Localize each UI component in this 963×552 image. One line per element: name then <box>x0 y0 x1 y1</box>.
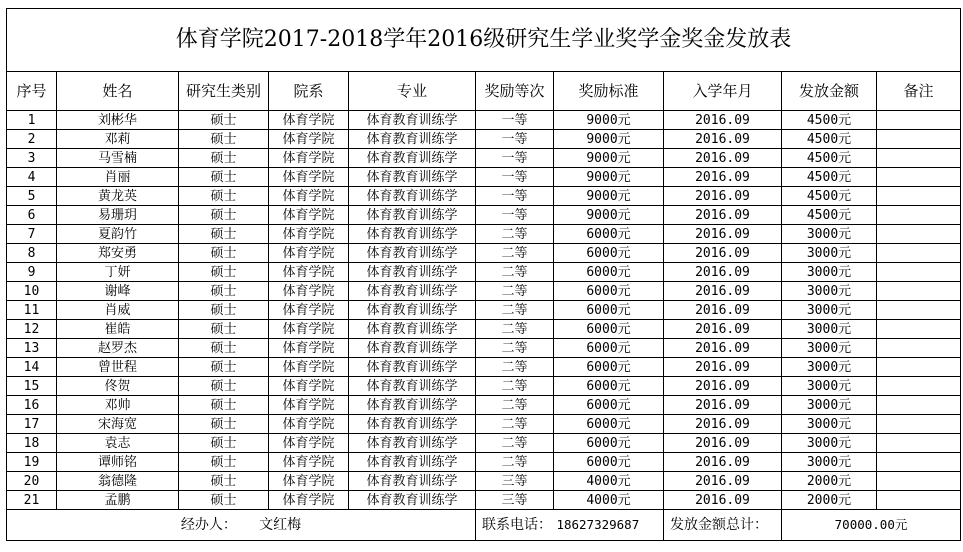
cell-department[interactable]: 体育学院 <box>269 320 349 339</box>
cell-student-type[interactable]: 硕士 <box>179 111 269 130</box>
cell-student-type[interactable]: 硕士 <box>179 415 269 434</box>
cell-department[interactable]: 体育学院 <box>269 168 349 187</box>
cell-department[interactable]: 体育学院 <box>269 377 349 396</box>
cell-seq[interactable]: 16 <box>7 396 57 415</box>
table-row <box>7 491 961 510</box>
cell-enroll-date[interactable]: 2016.09 <box>664 149 782 168</box>
cell-major[interactable]: 体育教育训练学 <box>349 301 476 320</box>
cell-award-level[interactable]: 二等 <box>476 339 554 358</box>
cell-seq[interactable]: 17 <box>7 415 57 434</box>
cell-major[interactable]: 体育教育训练学 <box>349 130 476 149</box>
cell-award-standard[interactable]: 6000元 <box>554 396 664 415</box>
total-label-cell[interactable] <box>664 510 782 541</box>
table-row <box>7 282 961 301</box>
cell-award-standard[interactable]: 9000元 <box>554 111 664 130</box>
header-seq[interactable]: 序号 <box>7 72 57 111</box>
cell-major[interactable]: 体育教育训练学 <box>349 358 476 377</box>
cell-remark[interactable] <box>877 168 961 187</box>
cell-amount[interactable]: 3000元 <box>782 225 877 244</box>
cell-department[interactable]: 体育学院 <box>269 339 349 358</box>
cell-name[interactable]: 郑安勇 <box>57 244 179 263</box>
cell-award-standard[interactable]: 6000元 <box>554 339 664 358</box>
cell-department[interactable]: 体育学院 <box>269 187 349 206</box>
cell-amount[interactable]: 4500元 <box>782 130 877 149</box>
cell-name[interactable]: 夏韵竹 <box>57 225 179 244</box>
cell-award-standard[interactable]: 4000元 <box>554 491 664 510</box>
cell-name[interactable]: 黄龙英 <box>57 187 179 206</box>
cell-name[interactable]: 肖威 <box>57 301 179 320</box>
handler-label: 经办人： <box>180 517 237 533</box>
cell-remark[interactable] <box>877 377 961 396</box>
total-value: 70000.00元 <box>834 517 908 532</box>
cell-department[interactable]: 体育学院 <box>269 415 349 434</box>
cell-student-type[interactable]: 硕士 <box>179 244 269 263</box>
cell-name[interactable]: 马雪楠 <box>57 149 179 168</box>
cell-seq[interactable]: 9 <box>7 263 57 282</box>
cell-major[interactable]: 体育教育训练学 <box>349 282 476 301</box>
cell-remark[interactable] <box>877 472 961 491</box>
cell-major[interactable]: 体育教育训练学 <box>349 396 476 415</box>
handler-cell[interactable] <box>7 510 476 541</box>
table-row <box>7 130 961 149</box>
cell-enroll-date[interactable]: 2016.09 <box>664 491 782 510</box>
cell-major[interactable]: 体育教育训练学 <box>349 244 476 263</box>
cell-award-level[interactable]: 二等 <box>476 244 554 263</box>
table-row <box>7 320 961 339</box>
cell-award-level[interactable]: 三等 <box>476 491 554 510</box>
cell-enroll-date[interactable]: 2016.09 <box>664 320 782 339</box>
cell-amount[interactable]: 3000元 <box>782 358 877 377</box>
cell-amount[interactable]: 3000元 <box>782 282 877 301</box>
cell-remark[interactable] <box>877 263 961 282</box>
cell-remark[interactable] <box>877 206 961 225</box>
cell-name[interactable]: 易珊玥 <box>57 206 179 225</box>
table-row <box>7 358 961 377</box>
cell-award-standard[interactable]: 9000元 <box>554 130 664 149</box>
cell-amount[interactable]: 4500元 <box>782 206 877 225</box>
cell-award-level[interactable]: 一等 <box>476 130 554 149</box>
cell-name[interactable]: 刘彬华 <box>57 111 179 130</box>
cell-remark[interactable] <box>877 434 961 453</box>
cell-seq[interactable]: 21 <box>7 491 57 510</box>
cell-amount[interactable]: 2000元 <box>782 472 877 491</box>
cell-student-type[interactable]: 硕士 <box>179 130 269 149</box>
cell-remark[interactable] <box>877 111 961 130</box>
cell-award-level[interactable]: 二等 <box>476 301 554 320</box>
cell-major[interactable]: 体育教育训练学 <box>349 472 476 491</box>
cell-name[interactable]: 崔皓 <box>57 320 179 339</box>
scholarship-table <box>6 8 961 541</box>
cell-major[interactable]: 体育教育训练学 <box>349 339 476 358</box>
cell-seq[interactable]: 11 <box>7 301 57 320</box>
table-row <box>7 263 961 282</box>
cell-department[interactable]: 体育学院 <box>269 130 349 149</box>
cell-seq[interactable]: 3 <box>7 149 57 168</box>
contact-label: 联系电话： <box>482 517 552 533</box>
cell-student-type[interactable]: 硕士 <box>179 168 269 187</box>
cell-amount[interactable]: 3000元 <box>782 377 877 396</box>
cell-student-type[interactable]: 硕士 <box>179 320 269 339</box>
cell-student-type[interactable]: 硕士 <box>179 187 269 206</box>
cell-remark[interactable] <box>877 130 961 149</box>
cell-award-level[interactable]: 二等 <box>476 263 554 282</box>
cell-name[interactable]: 赵罗杰 <box>57 339 179 358</box>
cell-amount[interactable]: 3000元 <box>782 244 877 263</box>
cell-seq[interactable]: 19 <box>7 453 57 472</box>
cell-award-standard[interactable]: 6000元 <box>554 282 664 301</box>
cell-enroll-date[interactable]: 2016.09 <box>664 130 782 149</box>
cell-department[interactable]: 体育学院 <box>269 111 349 130</box>
cell-amount[interactable]: 4500元 <box>782 149 877 168</box>
cell-award-standard[interactable]: 9000元 <box>554 149 664 168</box>
cell-enroll-date[interactable]: 2016.09 <box>664 168 782 187</box>
cell-award-level[interactable]: 二等 <box>476 358 554 377</box>
cell-enroll-date[interactable]: 2016.09 <box>664 187 782 206</box>
cell-name[interactable]: 邓帅 <box>57 396 179 415</box>
table-row <box>7 301 961 320</box>
header-name[interactable]: 姓名 <box>57 72 179 111</box>
cell-enroll-date[interactable]: 2016.09 <box>664 282 782 301</box>
cell-department[interactable]: 体育学院 <box>269 472 349 491</box>
cell-department[interactable]: 体育学院 <box>269 263 349 282</box>
cell-amount[interactable]: 2000元 <box>782 491 877 510</box>
cell-name[interactable]: 邓莉 <box>57 130 179 149</box>
cell-award-level[interactable]: 二等 <box>476 282 554 301</box>
cell-student-type[interactable]: 硕士 <box>179 453 269 472</box>
table-row <box>7 472 961 491</box>
table-row <box>7 453 961 472</box>
cell-major[interactable]: 体育教育训练学 <box>349 434 476 453</box>
cell-major[interactable]: 体育教育训练学 <box>349 415 476 434</box>
cell-award-standard[interactable]: 6000元 <box>554 358 664 377</box>
cell-seq[interactable]: 2 <box>7 130 57 149</box>
cell-student-type[interactable]: 硕士 <box>179 434 269 453</box>
cell-award-level[interactable]: 二等 <box>476 225 554 244</box>
cell-major[interactable]: 体育教育训练学 <box>349 320 476 339</box>
cell-award-standard[interactable]: 6000元 <box>554 320 664 339</box>
cell-student-type[interactable]: 硕士 <box>179 358 269 377</box>
cell-enroll-date[interactable]: 2016.09 <box>664 263 782 282</box>
cell-major[interactable]: 体育教育训练学 <box>349 453 476 472</box>
cell-enroll-date[interactable]: 2016.09 <box>664 396 782 415</box>
cell-name[interactable]: 丁妍 <box>57 263 179 282</box>
cell-seq[interactable]: 14 <box>7 358 57 377</box>
cell-department[interactable]: 体育学院 <box>269 358 349 377</box>
cell-major[interactable]: 体育教育训练学 <box>349 491 476 510</box>
cell-enroll-date[interactable]: 2016.09 <box>664 244 782 263</box>
cell-amount[interactable]: 3000元 <box>782 339 877 358</box>
header-award-standard[interactable]: 奖励标准 <box>554 72 664 111</box>
cell-amount[interactable]: 3000元 <box>782 301 877 320</box>
cell-remark[interactable] <box>877 320 961 339</box>
cell-award-level[interactable]: 一等 <box>476 111 554 130</box>
cell-name[interactable]: 肖丽 <box>57 168 179 187</box>
cell-name[interactable]: 谢峰 <box>57 282 179 301</box>
cell-seq[interactable]: 4 <box>7 168 57 187</box>
cell-award-level[interactable]: 二等 <box>476 453 554 472</box>
cell-student-type[interactable]: 硕士 <box>179 282 269 301</box>
cell-major[interactable]: 体育教育训练学 <box>349 187 476 206</box>
cell-department[interactable]: 体育学院 <box>269 301 349 320</box>
contact-phone: 18627329687 <box>556 517 640 532</box>
total-label: 发放金额总计： <box>670 517 768 533</box>
cell-enroll-date[interactable]: 2016.09 <box>664 206 782 225</box>
cell-student-type[interactable]: 硕士 <box>179 472 269 491</box>
header-amount[interactable]: 发放金额 <box>782 72 877 111</box>
cell-enroll-date[interactable]: 2016.09 <box>664 111 782 130</box>
cell-major[interactable]: 体育教育训练学 <box>349 168 476 187</box>
cell-enroll-date[interactable]: 2016.09 <box>664 453 782 472</box>
cell-department[interactable]: 体育学院 <box>269 206 349 225</box>
cell-seq[interactable]: 20 <box>7 472 57 491</box>
table-row <box>7 415 961 434</box>
cell-award-level[interactable]: 二等 <box>476 396 554 415</box>
cell-remark[interactable] <box>877 491 961 510</box>
table-row <box>7 244 961 263</box>
cell-student-type[interactable]: 硕士 <box>179 206 269 225</box>
table-row <box>7 111 961 130</box>
cell-seq[interactable]: 18 <box>7 434 57 453</box>
cell-seq[interactable]: 7 <box>7 225 57 244</box>
cell-remark[interactable] <box>877 149 961 168</box>
cell-enroll-date[interactable]: 2016.09 <box>664 339 782 358</box>
cell-award-standard[interactable]: 6000元 <box>554 415 664 434</box>
cell-major[interactable]: 体育教育训练学 <box>349 149 476 168</box>
cell-remark[interactable] <box>877 339 961 358</box>
cell-award-standard[interactable]: 9000元 <box>554 187 664 206</box>
cell-name[interactable]: 孟鹏 <box>57 491 179 510</box>
table-row <box>7 225 961 244</box>
cell-amount[interactable]: 3000元 <box>782 320 877 339</box>
cell-department[interactable]: 体育学院 <box>269 396 349 415</box>
cell-enroll-date[interactable]: 2016.09 <box>664 434 782 453</box>
cell-award-standard[interactable]: 6000元 <box>554 434 664 453</box>
table-row <box>7 377 961 396</box>
cell-award-standard[interactable]: 4000元 <box>554 472 664 491</box>
cell-seq[interactable]: 1 <box>7 111 57 130</box>
cell-seq[interactable]: 13 <box>7 339 57 358</box>
cell-seq[interactable]: 5 <box>7 187 57 206</box>
cell-student-type[interactable]: 硕士 <box>179 491 269 510</box>
table-row <box>7 396 961 415</box>
cell-remark[interactable] <box>877 282 961 301</box>
cell-award-level[interactable]: 二等 <box>476 320 554 339</box>
cell-award-standard[interactable]: 6000元 <box>554 301 664 320</box>
cell-amount[interactable]: 3000元 <box>782 453 877 472</box>
cell-award-standard[interactable]: 9000元 <box>554 168 664 187</box>
cell-department[interactable]: 体育学院 <box>269 282 349 301</box>
cell-department[interactable]: 体育学院 <box>269 434 349 453</box>
cell-award-level[interactable]: 一等 <box>476 206 554 225</box>
table-row <box>7 187 961 206</box>
cell-award-level[interactable]: 一等 <box>476 149 554 168</box>
cell-amount[interactable]: 3000元 <box>782 415 877 434</box>
cell-award-standard[interactable]: 6000元 <box>554 244 664 263</box>
cell-student-type[interactable]: 硕士 <box>179 263 269 282</box>
cell-major[interactable]: 体育教育训练学 <box>349 111 476 130</box>
cell-student-type[interactable]: 硕士 <box>179 377 269 396</box>
header-department[interactable]: 院系 <box>269 72 349 111</box>
cell-remark[interactable] <box>877 396 961 415</box>
cell-name[interactable]: 翁德隆 <box>57 472 179 491</box>
cell-department[interactable]: 体育学院 <box>269 453 349 472</box>
cell-seq[interactable]: 12 <box>7 320 57 339</box>
footer-row <box>7 510 961 541</box>
cell-enroll-date[interactable]: 2016.09 <box>664 415 782 434</box>
cell-amount[interactable]: 3000元 <box>782 434 877 453</box>
table-row <box>7 339 961 358</box>
cell-award-level[interactable]: 二等 <box>476 434 554 453</box>
cell-enroll-date[interactable]: 2016.09 <box>664 301 782 320</box>
table-row <box>7 434 961 453</box>
cell-seq[interactable]: 6 <box>7 206 57 225</box>
cell-amount[interactable]: 3000元 <box>782 396 877 415</box>
cell-enroll-date[interactable]: 2016.09 <box>664 472 782 491</box>
table-row <box>7 168 961 187</box>
cell-award-standard[interactable]: 6000元 <box>554 263 664 282</box>
cell-remark[interactable] <box>877 453 961 472</box>
table-row <box>7 206 961 225</box>
table-title[interactable]: 体育学院2017-2018学年2016级研究生学业奖学金奖金发放表 <box>7 9 961 72</box>
cell-award-level[interactable]: 二等 <box>476 415 554 434</box>
cell-award-level[interactable]: 一等 <box>476 187 554 206</box>
cell-seq[interactable]: 10 <box>7 282 57 301</box>
header-row <box>7 72 961 111</box>
cell-department[interactable]: 体育学院 <box>269 225 349 244</box>
cell-remark[interactable] <box>877 358 961 377</box>
cell-major[interactable]: 体育教育训练学 <box>349 225 476 244</box>
cell-name[interactable]: 佟贺 <box>57 377 179 396</box>
cell-name[interactable]: 曾世程 <box>57 358 179 377</box>
cell-student-type[interactable]: 硕士 <box>179 301 269 320</box>
header-award-level[interactable]: 奖励等次 <box>476 72 554 111</box>
cell-amount[interactable]: 4500元 <box>782 187 877 206</box>
cell-seq[interactable]: 15 <box>7 377 57 396</box>
cell-remark[interactable] <box>877 244 961 263</box>
header-major[interactable]: 专业 <box>349 72 476 111</box>
contact-cell[interactable] <box>476 510 664 541</box>
cell-department[interactable]: 体育学院 <box>269 244 349 263</box>
cell-enroll-date[interactable]: 2016.09 <box>664 225 782 244</box>
cell-award-standard[interactable]: 6000元 <box>554 225 664 244</box>
cell-name[interactable]: 袁志 <box>57 434 179 453</box>
cell-award-standard[interactable]: 9000元 <box>554 206 664 225</box>
cell-award-standard[interactable]: 6000元 <box>554 377 664 396</box>
cell-award-standard[interactable]: 6000元 <box>554 453 664 472</box>
cell-seq[interactable]: 8 <box>7 244 57 263</box>
cell-major[interactable]: 体育教育训练学 <box>349 263 476 282</box>
header-student-type[interactable]: 研究生类别 <box>179 72 269 111</box>
cell-enroll-date[interactable]: 2016.09 <box>664 358 782 377</box>
total-value-cell[interactable] <box>782 510 961 541</box>
cell-amount[interactable]: 4500元 <box>782 168 877 187</box>
cell-amount[interactable]: 4500元 <box>782 111 877 130</box>
cell-name[interactable]: 宋海宽 <box>57 415 179 434</box>
cell-department[interactable]: 体育学院 <box>269 491 349 510</box>
cell-remark[interactable] <box>877 301 961 320</box>
header-enroll-date[interactable]: 入学年月 <box>664 72 782 111</box>
header-remark[interactable]: 备注 <box>877 72 961 111</box>
cell-amount[interactable]: 3000元 <box>782 263 877 282</box>
cell-enroll-date[interactable]: 2016.09 <box>664 377 782 396</box>
handler-name: 文红梅 <box>259 517 302 533</box>
cell-remark[interactable] <box>877 187 961 206</box>
cell-award-level[interactable]: 二等 <box>476 377 554 396</box>
cell-award-level[interactable]: 一等 <box>476 168 554 187</box>
cell-student-type[interactable]: 硕士 <box>179 149 269 168</box>
cell-student-type[interactable]: 硕士 <box>179 396 269 415</box>
cell-major[interactable]: 体育教育训练学 <box>349 206 476 225</box>
cell-student-type[interactable]: 硕士 <box>179 225 269 244</box>
cell-award-level[interactable]: 三等 <box>476 472 554 491</box>
cell-remark[interactable] <box>877 415 961 434</box>
cell-department[interactable]: 体育学院 <box>269 149 349 168</box>
cell-name[interactable]: 谭师铭 <box>57 453 179 472</box>
cell-major[interactable]: 体育教育训练学 <box>349 377 476 396</box>
table-row <box>7 149 961 168</box>
cell-remark[interactable] <box>877 225 961 244</box>
cell-student-type[interactable]: 硕士 <box>179 339 269 358</box>
